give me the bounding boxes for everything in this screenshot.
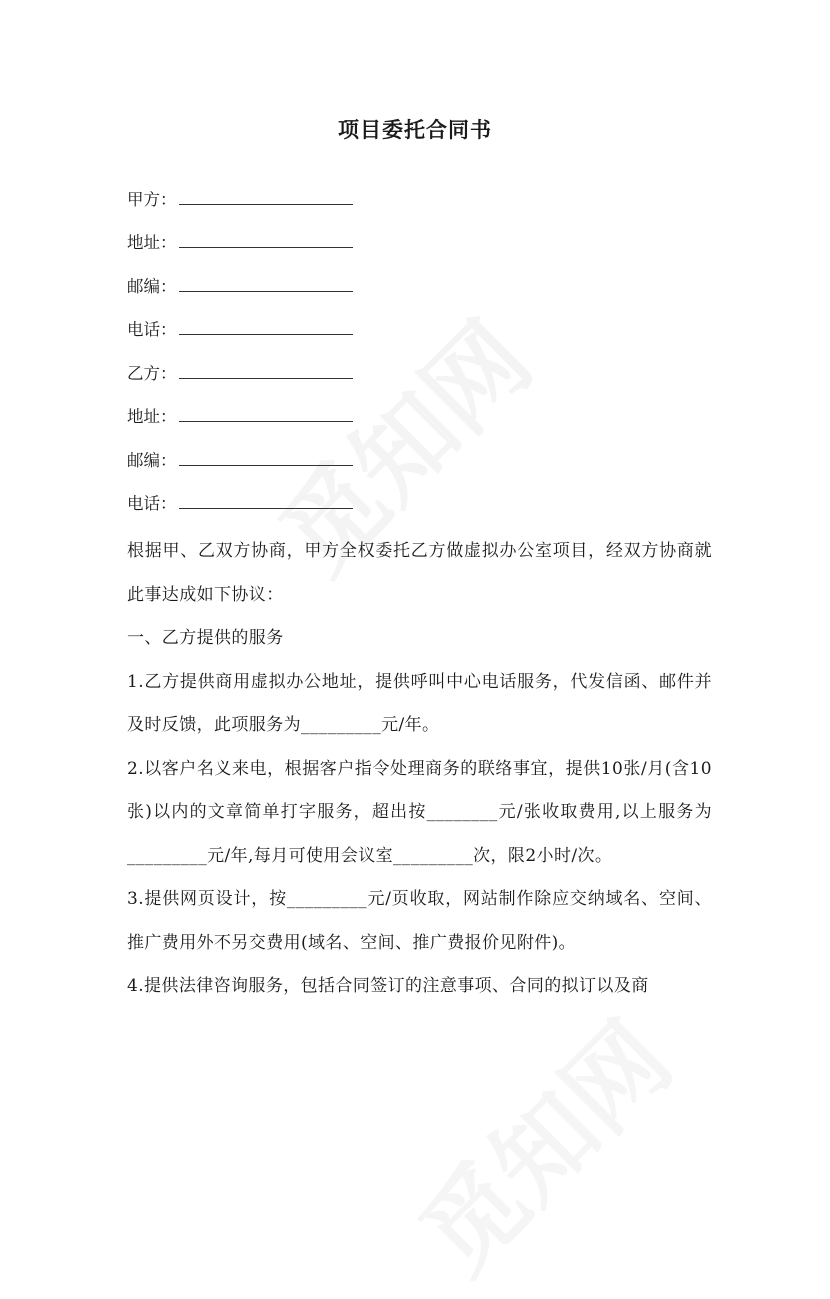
contract-body [127, 530, 712, 1009]
fill-blank[interactable] [179, 403, 353, 422]
party-b-address-field [127, 403, 353, 431]
fill-blank[interactable] [179, 490, 353, 509]
party-b-phone-field [127, 490, 353, 518]
field-label: 乙方： [127, 364, 177, 383]
field-label: 地址： [127, 233, 177, 252]
field-label: 邮编： [127, 451, 177, 470]
clause-paragraph: 3.提供网页设计，按_________元/页收取，网站制作除应交纳域名、空间、推广费用外不另交费用(域名、空间、推广费报价见附件)。 [127, 889, 712, 953]
party-a-phone-field [127, 316, 353, 344]
section-heading: 一、乙方提供的服务 [127, 628, 284, 648]
fill-blank[interactable] [179, 229, 353, 248]
intro-paragraph: 根据甲、乙双方协商，甲方全权委托乙方做虚拟办公室项目，经双方协商就此事达成如下协议： [127, 541, 712, 605]
fill-blank[interactable] [179, 360, 353, 379]
field-label: 地址： [127, 407, 177, 426]
clause-paragraph: 4.提供法律咨询服务，包括合同签订的注意事项、合同的拟订以及商 [127, 976, 649, 996]
document-title: 项目委托合同书 [338, 118, 492, 142]
clause-paragraph: 2.以客户名义来电，根据客户指令处理商务的联络事宜，提供10张/月(含10张)以内的文章简单打字服务，超出按________元/张收取费用,以上服务为_________元/年,每月可使用会议室_________次，限2小时/次。 [127, 758, 712, 866]
fill-blank[interactable] [179, 273, 353, 292]
field-label: 甲方： [127, 190, 177, 209]
field-label: 邮编： [127, 277, 177, 296]
watermark [383, 985, 697, 1299]
fill-blank[interactable] [179, 186, 353, 205]
party-a-field [127, 186, 353, 214]
field-label: 电话： [127, 320, 177, 339]
fill-blank[interactable] [179, 316, 353, 335]
field-label: 电话： [127, 494, 177, 513]
clause-paragraph: 1.乙方提供商用虚拟办公地址，提供呼叫中心电话服务，代发信函、邮件并及时反馈，此项服务为_________元/年。 [127, 671, 712, 735]
party-a-address-field [127, 229, 353, 257]
party-a-postcode-field [127, 273, 353, 301]
fill-blank[interactable] [179, 447, 353, 466]
party-b-postcode-field [127, 447, 353, 475]
party-b-field [127, 360, 353, 388]
